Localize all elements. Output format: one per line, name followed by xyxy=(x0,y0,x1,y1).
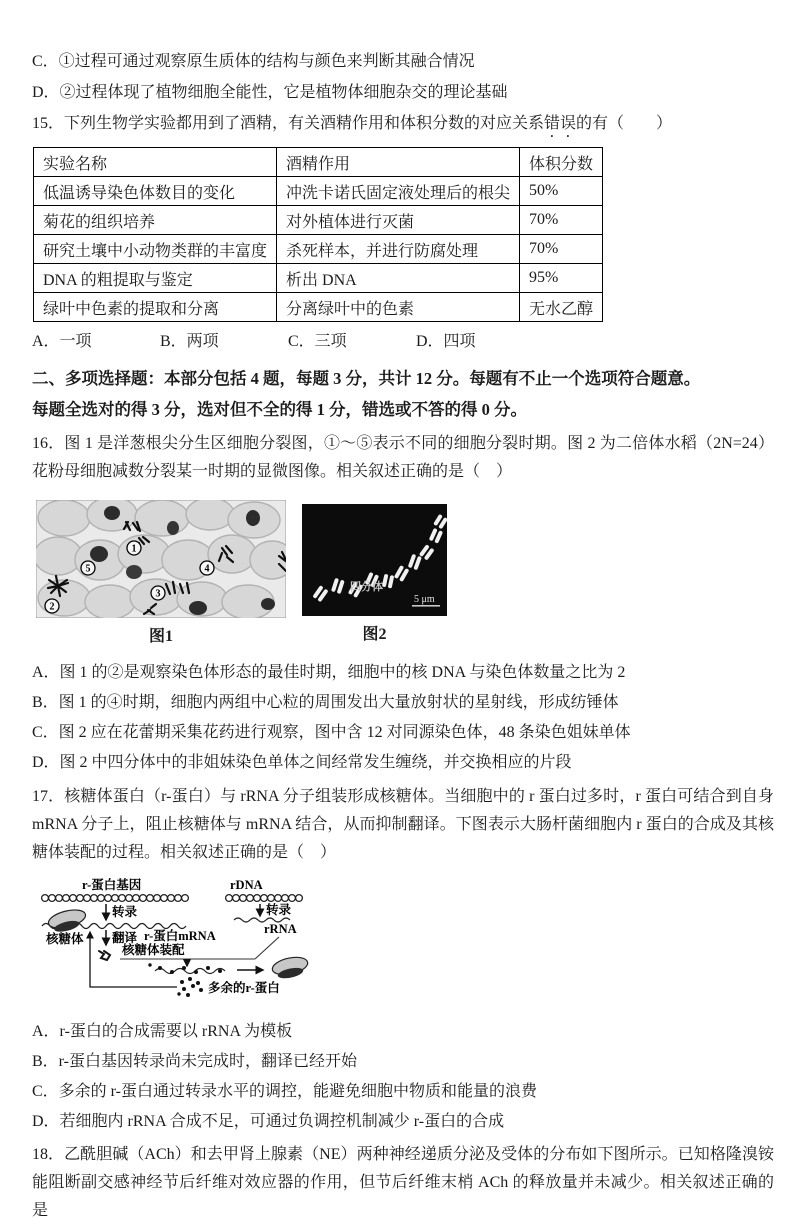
q16-stem: 16．图 1 是洋葱根尖分生区细胞分裂图，①～⑤表示不同的细胞分裂时期。图 2 为二倍体水稻（2N=24）花粉母细胞减数分裂某一时期的显微图像。相关叙述正确的是（ ） xyxy=(32,435,774,480)
header-experiment-name: 实验名称 xyxy=(34,148,277,177)
figure-1-block xyxy=(36,500,286,649)
assembled-ribosome-shape xyxy=(271,954,310,981)
q15-stem-prefix: 15．下列生物学实验都用到了酒精，有关酒精作用和体积分数的对应关系 xyxy=(32,115,545,132)
header-volume-fraction: 体积分数 xyxy=(520,148,603,177)
transcription-right-label: 转录 xyxy=(266,903,292,917)
cell: 50% xyxy=(520,177,603,206)
q15-stem xyxy=(32,108,774,141)
q16-option-c: C．图 2 应在花蕾期采集花药进行观察，图中含 12 对同源染色体，48 条染色姐妹单体 xyxy=(32,724,631,741)
table-row xyxy=(34,235,603,264)
table-row xyxy=(34,177,603,206)
tetrad-label: 四分体 xyxy=(350,581,383,593)
q17-diagram xyxy=(32,873,332,1005)
marker-4: 4 xyxy=(204,563,210,575)
marker-2: 2 xyxy=(49,601,55,613)
q17-options xyxy=(32,1017,774,1137)
section2-heading-line2: 每题全选对的得 3 分，选对但不全的得 1 分，错选或不答的得 0 分。 xyxy=(32,400,527,419)
marker-3: 3 xyxy=(155,588,161,600)
rdna-label: rDNA xyxy=(230,878,263,892)
cell: 对外植体进行灭菌 xyxy=(277,206,520,235)
q16-option-a: A．图 1 的②是观察染色体形态的最佳时期，细胞中的核 DNA 与染色体数量之比为 2 xyxy=(32,664,626,681)
excess-protein-label: 多余的r-蛋白 xyxy=(208,981,280,995)
r-protein-gene-dna-chain xyxy=(42,895,189,902)
figure-1-caption: 图1 xyxy=(148,628,173,645)
header-alcohol-role: 酒精作用 xyxy=(277,148,520,177)
q16-option-d: D．图 2 中四分体中的非姐妹染色单体之间经常发生缠绕，并交换相应的片段 xyxy=(32,754,572,771)
q14-option-d: D．②过程体现了植物细胞全能性，它是植物体细胞杂交的理论基础 xyxy=(32,84,508,101)
q16-figures xyxy=(36,500,774,649)
cell: DNA 的粗提取与鉴定 xyxy=(34,264,277,293)
scale-bar-label: 5 μm xyxy=(414,594,435,605)
excess-protein-dots xyxy=(177,977,203,997)
cell: 70% xyxy=(520,206,603,235)
figure-1-micrograph xyxy=(36,500,286,618)
assembly-label: 核糖体装配 xyxy=(122,943,185,957)
cell: 分离绿叶中的色素 xyxy=(277,293,520,322)
q16-options xyxy=(32,658,774,778)
table-row xyxy=(34,206,603,235)
q17-option-c: C．多余的 r-蛋白通过转录水平的调控，能避免细胞中物质和能量的浪费 xyxy=(32,1083,538,1100)
q18-stem: 18．乙酰胆碱（ACh）和去甲肾上腺素（NE）两种神经递质分泌及受体的分布如下图所示。已知格隆溴铵能阻断副交感神经节后纤维对效应器的作用，但节后纤维末梢 ACh 的释放量并未减少。相关叙述正确的是 xyxy=(32,1146,774,1218)
cell: 冲洗卡诺氏固定液处理后的根尖 xyxy=(277,177,520,206)
figure-2-caption: 图2 xyxy=(362,626,387,643)
q14-option-c: C．①过程可通过观察原生质体的结构与颜色来判断其融合情况 xyxy=(32,53,475,70)
transcription-left-label: 转录 xyxy=(112,905,138,919)
q15-stem-emphasis: 错误 xyxy=(544,115,577,132)
ribosome-label: 核糖体 xyxy=(46,932,84,946)
figure-2-block xyxy=(302,504,447,647)
scale-bar xyxy=(412,605,440,607)
q15-choice-c: C．三项 xyxy=(288,333,347,350)
marker-1: 1 xyxy=(131,543,137,555)
rrna-connector-line xyxy=(255,937,279,959)
cell: 70% xyxy=(520,235,603,264)
cell: 无水乙醇 xyxy=(520,293,603,322)
q16-option-b: B．图 1 的④时期，细胞内两组中心粒的周围发出大量放射状的星射线，形成纺锤体 xyxy=(32,694,619,711)
q17-option-b: B．r-蛋白基因转录尚未完成时，翻译已经开始 xyxy=(32,1053,358,1070)
section2-heading-line1: 二、多项选择题：本部分包括 4 题，每题 3 分，共计 12 分。每题有不止一个选项符合题意。 xyxy=(32,369,701,388)
q15-choices xyxy=(32,327,774,356)
cell: 绿叶中色素的提取和分离 xyxy=(34,293,277,322)
assembling-protein-dots xyxy=(148,963,222,974)
rrna-label: rRNA xyxy=(264,922,297,936)
q17-option-d: D．若细胞内 rRNA 合成不足，可通过负调控机制减少 r-蛋白的合成 xyxy=(32,1113,505,1130)
cell: 低温诱导染色体数目的变化 xyxy=(34,177,277,206)
assembling-mrna-wavy xyxy=(155,969,225,974)
q15-choice-a: A．一项 xyxy=(32,333,92,350)
table-row xyxy=(34,264,603,293)
table-row xyxy=(34,293,603,322)
ribosome-shape xyxy=(47,907,89,935)
cell: 杀死样本，并进行防腐处理 xyxy=(277,235,520,264)
cell: 95% xyxy=(520,264,603,293)
q15-choice-d: D．四项 xyxy=(416,333,476,350)
translation-label: 翻译 xyxy=(112,931,138,945)
r-protein-gene-label: r-蛋白基因 xyxy=(82,878,142,892)
cell: 研究土壤中小动物类群的丰富度 xyxy=(34,235,277,264)
q15-choice-b: B．两项 xyxy=(160,333,219,350)
new-r-protein-shape xyxy=(99,951,110,960)
r-protein-mrna-label: r-蛋白mRNA xyxy=(144,929,216,943)
q17-option-a: A．r-蛋白的合成需要以 rRNA 为模板 xyxy=(32,1023,293,1040)
cell: 菊花的组织培养 xyxy=(34,206,277,235)
rdna-chain xyxy=(226,895,303,902)
q15-experiment-table xyxy=(33,147,603,322)
q17-stem: 17．核糖体蛋白（r-蛋白）与 rRNA 分子组装形成核糖体。当细胞中的 r 蛋白过多时，r 蛋白可结合到自身 mRNA 分子上，阻止核糖体与 mRNA 结合，从而抑制翻译。下图表示大肠杆菌细胞内 r 蛋白的合成及其核糖体装配的过程。相关叙述正确的是（ ） xyxy=(32,788,774,861)
cell: 析出 DNA xyxy=(277,264,520,293)
q17-diagram-block xyxy=(32,873,774,1010)
figure-2-micrograph xyxy=(302,504,447,616)
table-header-row xyxy=(34,148,603,177)
q15-stem-suffix: 的有（ ） xyxy=(576,115,673,132)
marker-5: 5 xyxy=(85,563,91,575)
